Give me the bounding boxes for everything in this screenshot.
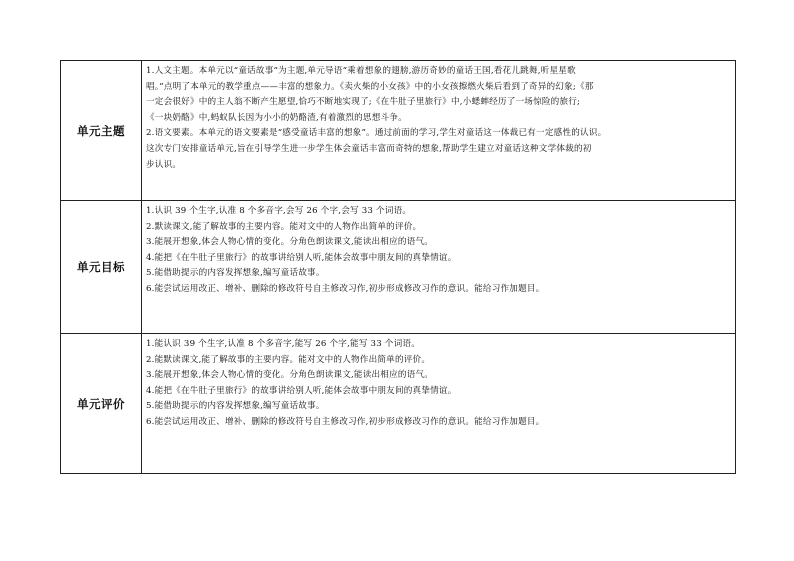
content-line: 2.默读课文,能了解故事的主要内容。能对文中的人物作出简单的评价。 xyxy=(146,221,422,232)
row-label-unit-goals: 单元目标 xyxy=(61,201,142,334)
content-line: 《一块奶酪》中,蚂蚁队长因为小小的奶酪渣,有着激烈的思想斗争。 xyxy=(146,112,407,123)
row-content-unit-evaluation xyxy=(142,334,736,474)
content-line: 4.能把《在牛肚子里旅行》的故事讲给别人听,能体会故事中朋友间的真挚情谊。 xyxy=(146,385,457,396)
content-line: 1.能认识 39 个生字,认准 8 个多音字,能写 26 个字,能写 33 个词语。 xyxy=(146,339,420,349)
row-content-unit-goals xyxy=(142,201,736,334)
content-line: 5.能借助提示的内容发挥想象,编写童话故事。 xyxy=(146,268,325,279)
table-row-unit-theme xyxy=(61,61,736,201)
unit-plan-table xyxy=(60,60,736,474)
content-line: 一定会很好》中的主人翁不断产生愿望,恰巧不断地实现了;《在牛肚子里旅行》中,小蟋蟀经历了一场惊险的旅行; xyxy=(146,97,581,108)
content-line: 1.认识 39 个生字,认准 8 个多音字,会写 26 个字,会写 33 个词语。 xyxy=(146,206,412,216)
content-line: 3.能展开想象,体会人物心情的变化。分角色朗读课文,能读出相应的语气。 xyxy=(146,237,434,248)
content-line: 唱。”点明了本单元的教学重点——丰富的想象力。《卖火柴的小女孩》中的小女孩擦燃火柴后看到了奇异的幻象;《那 xyxy=(146,81,594,92)
content-line: 6.能尝试运用改正、增补、删除的修改符号自主修改习作,初步形成修改习作的意识。能给习作加题目。 xyxy=(146,416,545,427)
row-content-unit-theme xyxy=(142,61,736,201)
row-label-unit-theme: 单元主题 xyxy=(61,61,142,201)
content-line: 4.能把《在牛肚子里旅行》的故事讲给别人听,能体会故事中朋友间的真挚情谊。 xyxy=(146,252,457,263)
row-label-unit-evaluation: 单元评价 xyxy=(61,334,142,474)
table-row-unit-evaluation xyxy=(61,334,736,474)
content-line: 5.能借助提示的内容发挥想象,编写童话故事。 xyxy=(146,401,325,412)
content-line: 2.能默读课文,能了解故事的主要内容。能对文中的人物作出简单的评价。 xyxy=(146,354,431,365)
content-line: 6.能尝试运用改正、增补、删除的修改符号自主修改习作,初步形成修改习作的意识。能给习作加题目。 xyxy=(146,283,545,294)
content-line: 步认识。 xyxy=(146,159,182,170)
content-line: 这次专门安排童话单元,旨在引导学生进一步学生体会童话丰富而奇特的想象,帮助学生建立对童话这种文学体裁的初 xyxy=(146,143,592,154)
content-line: 1.人文主题。本单元以“童话故事”为主题,单元导语“乘着想象的翅膀,游历奇妙的童话王国,看花儿跳舞,听星星歌 xyxy=(146,66,576,76)
content-line: 3.能展开想象,体会人物心情的变化。分角色朗读课文,能读出相应的语气。 xyxy=(146,370,434,381)
content-line: 2.语文要素。本单元的语文要素是“感受童话丰富的想象”。通过前面的学习,学生对童话这一体裁已有一定感性的认识。 xyxy=(146,128,607,139)
table-row-unit-goals xyxy=(61,201,736,334)
